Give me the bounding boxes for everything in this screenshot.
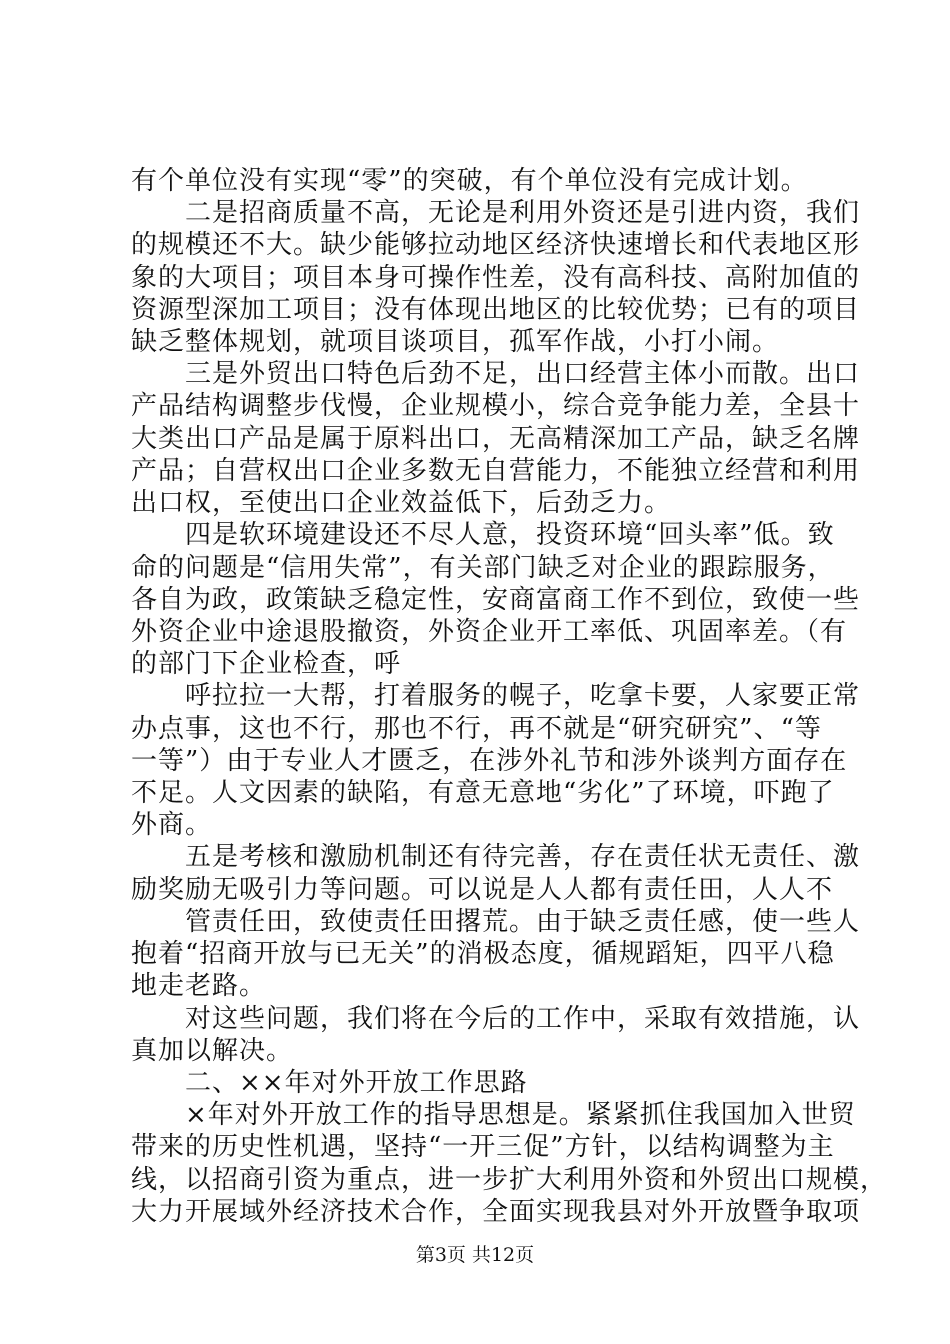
text-line: 对这些问题，我们将在今后的工作中，采取有效措施，认	[185, 1004, 861, 1034]
text-line: 二是招商质量不高，无论是利用外资还是引进内资，我们	[185, 198, 861, 228]
text-line: 有个单位没有实现“零”的突破，有个单位没有完成计划。	[131, 166, 808, 196]
section-heading: 二、××年对外开放工作思路	[185, 1068, 528, 1098]
text-line: 的部门下企业检查，呼	[131, 649, 402, 679]
text-line: 产品结构调整步伐慢，企业规模小，综合竞争能力差，全县十	[131, 391, 861, 421]
text-line: 的规模还不大。缺少能够拉动地区经济快速增长和代表地区形	[131, 230, 861, 260]
text-line: 不足。人文因素的缺陷，有意无意地“劣化”了环境，吓跑了	[131, 778, 835, 808]
text-line: 资源型深加工项目；没有体现出地区的比较优势；已有的项目	[131, 295, 861, 325]
page-footer: 第3页 共12页	[415, 1244, 535, 1266]
text-line: 带来的历史性机遇，坚持“一开三促”方针，以结构调整为主	[131, 1132, 835, 1162]
text-line: 外商。	[131, 810, 213, 840]
text-line: 外资企业中途退股撤资，外资企业开工率低、巩固率差。（有	[131, 617, 848, 647]
text-line: 呼拉拉一大帮，打着服务的幌子，吃拿卡要，人家要正常	[185, 681, 861, 711]
text-line: ×年对外开放工作的指导思想是。紧紧抓住我国加入世贸	[185, 1100, 856, 1130]
text-line: 产品；自营权出口企业多数无自营能力，不能独立经营和利用	[131, 456, 861, 486]
text-line: 三是外贸出口特色后劲不足，出口经营主体小而散。出口	[185, 359, 861, 389]
text-line: 命的问题是“信用失常”，有关部门缺乏对企业的跟踪服务，	[131, 553, 835, 583]
text-line: 五是考核和激励机制还有待完善，存在责任状无责任、激	[185, 842, 861, 872]
text-line: 地走老路。	[131, 971, 267, 1001]
text-line: 象的大项目；项目本身可操作性差，没有高科技、高附加值的	[131, 263, 861, 293]
text-line: 线，以招商引资为重点，进一步扩大利用外资和外贸出口规模，	[131, 1165, 888, 1195]
text-line: 办点事，这也不行，那也不行，再不就是“研究研究”、“等	[131, 714, 822, 744]
text-line: 缺乏整体规划，就项目谈项目，孤军作战，小打小闹。	[131, 327, 780, 357]
text-line: 各自为政，政策缺乏稳定性，安商富商工作不到位，致使一些	[131, 585, 861, 615]
text-line: 四是软环境建设还不尽人意，投资环境“回头率”低。致	[185, 520, 835, 550]
text-line: 出口权，至使出口企业效益低下，后劲乏力。	[131, 488, 672, 518]
text-line: 励奖励无吸引力等问题。可以说是人人都有责任田，人人不	[131, 875, 834, 905]
text-line: 一等”）由于专业人才匮乏，在涉外礼节和涉外谈判方面存在	[131, 746, 848, 776]
text-line: 真加以解决。	[131, 1036, 294, 1066]
text-line: 抱着“招商开放与已无关”的消极态度，循规蹈矩，四平八稳	[131, 939, 835, 969]
text-line: 管责任田，致使责任田撂荒。由于缺乏责任感，使一些人	[185, 907, 861, 937]
text-line: 大力开展域外经济技术合作，全面实现我县对外开放暨争取项	[131, 1197, 861, 1227]
text-line: 大类出口产品是属于原料出口，无高精深加工产品，缺乏名牌	[131, 424, 861, 454]
